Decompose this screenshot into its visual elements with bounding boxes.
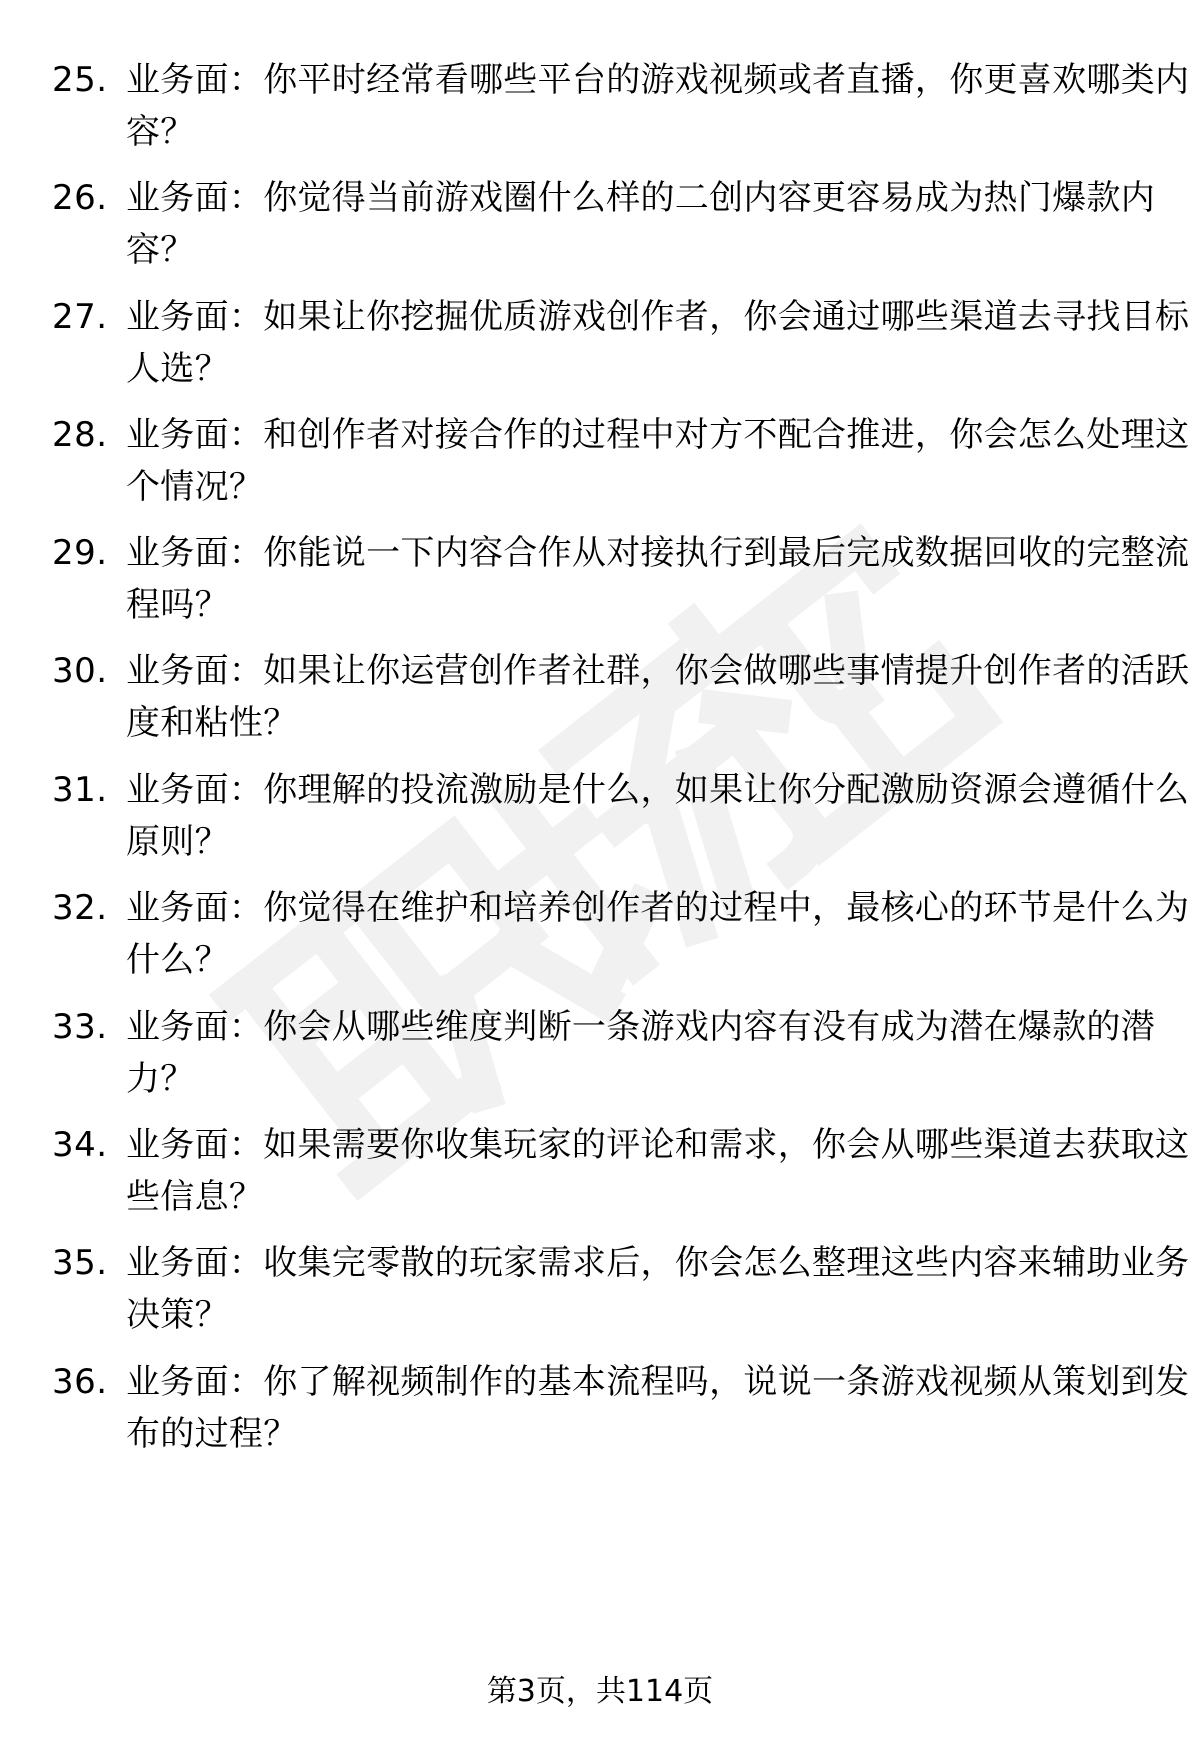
question-number: 26. — [52, 178, 108, 218]
question-number: 35. — [52, 1243, 108, 1283]
question-text: 业务面：你平时经常看哪些平台的游戏视频或者直播，你更喜欢哪类内容？ — [126, 60, 1190, 152]
question-number: 29. — [52, 533, 108, 573]
question-text: 业务面：和创作者对接合作的过程中对方不配合推进，你会怎么处理这个情况？ — [126, 415, 1190, 507]
question-number: 27. — [52, 297, 108, 337]
question-number: 28. — [52, 415, 108, 455]
question-text: 业务面：你能说一下内容合作从对接执行到最后完成数据回收的完整流程吗？ — [126, 533, 1190, 625]
question-number: 33. — [52, 1007, 108, 1047]
question-text: 业务面：你觉得在维护和培养创作者的过程中，最核心的环节是什么为什么？ — [126, 888, 1190, 980]
question-number: 36. — [52, 1362, 108, 1402]
question-text: 业务面：你会从哪些维度判断一条游戏内容有没有成为潜在爆款的潜力？ — [126, 1007, 1155, 1099]
question-text: 业务面：你觉得当前游戏圈什么样的二创内容更容易成为热门爆款内容？ — [126, 178, 1155, 270]
question-number: 25. — [52, 60, 108, 100]
page-number: 第3页，共114页 — [486, 1674, 714, 1709]
question-number: 34. — [52, 1125, 108, 1165]
question-number: 32. — [52, 888, 108, 928]
question-text: 业务面：如果需要你收集玩家的评论和需求，你会从哪些渠道去获取这些信息？ — [126, 1125, 1190, 1217]
question-number: 31. — [52, 770, 108, 810]
question-text: 业务面：收集完零散的玩家需求后，你会怎么整理这些内容来辅助业务决策？ — [126, 1243, 1190, 1335]
question-text: 业务面：你理解的投流激励是什么，如果让你分配激励资源会遵循什么原则？ — [126, 770, 1190, 862]
question-text: 业务面：如果让你运营创作者社群，你会做哪些事情提升创作者的活跃度和粘性？ — [126, 651, 1190, 743]
question-text: 业务面：你了解视频制作的基本流程吗，说说一条游戏视频从策划到发布的过程？ — [126, 1362, 1190, 1454]
question-text: 业务面：如果让你挖掘优质游戏创作者，你会通过哪些渠道去寻找目标人选？ — [126, 297, 1190, 389]
question-number: 30. — [52, 651, 108, 691]
